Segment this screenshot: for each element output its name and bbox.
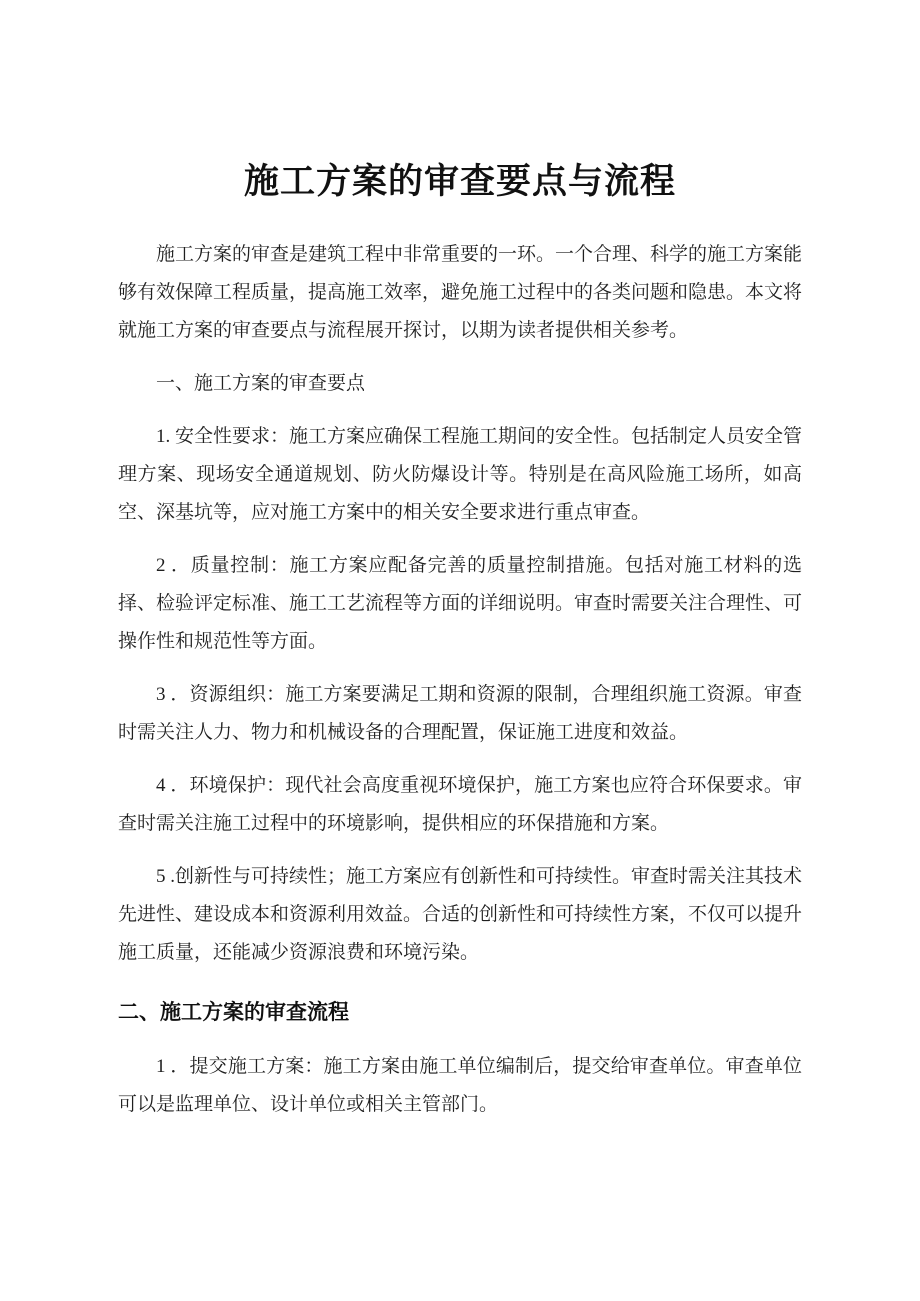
section1-item-2: 2 ．质量控制：施工方案应配备完善的质量控制措施。包括对施工材料的选择、检验评定标准、施工工艺流程等方面的详细说明。审查时需要关注合理性、可操作性和规范性等方面。: [118, 554, 803, 652]
intro-paragraph: 施工方案的审查是建筑工程中非常重要的一环。一个合理、科学的施工方案能够有效保障工程质量，提高施工效率，避免施工过程中的各类问题和隐患。本文将就施工方案的审查要点与流程展开探讨，以期为读者提供相关参考。: [118, 243, 803, 341]
section1-item-3: 3 ．资源组织：施工方案要满足工期和资源的限制，合理组织施工资源。审查时需关注人力、物力和机械设备的合理配置，保证施工进度和效益。: [118, 683, 802, 743]
section1-item-5: 5 .创新性与可持续性；施工方案应有创新性和可持续性。审查时需关注其技术先进性、建设成本和资源利用效益。合适的创新性和可持续性方案，不仅可以提升施工质量，还能减少资源浪费和环境污染。: [118, 865, 803, 963]
section1-heading: 一、施工方案的审查要点: [156, 372, 366, 394]
document-title: 施工方案的审查要点与流程: [243, 162, 676, 201]
section1-item-4: 4 ．环境保护：现代社会高度重视环境保护，施工方案也应符合环保要求。审查时需关注施工过程中的环境影响，提供相应的环保措施和方案。: [118, 774, 802, 834]
section2-item-1: 1 ．提交施工方案：施工方案由施工单位编制后，提交给审查单位。审查单位可以是监理单位、设计单位或相关主管部门。: [118, 1055, 802, 1115]
section2-heading: 二、施工方案的审查流程: [118, 1000, 349, 1024]
section1-item-1: 1. 安全性要求：施工方案应确保工程施工期间的安全性。包括制定人员安全管理方案、现场安全通道规划、防火防爆设计等。特别是在高风险施工场所，如高空、深基坑等，应对施工方案中的相关安全要求进行重点审查。: [118, 425, 803, 523]
